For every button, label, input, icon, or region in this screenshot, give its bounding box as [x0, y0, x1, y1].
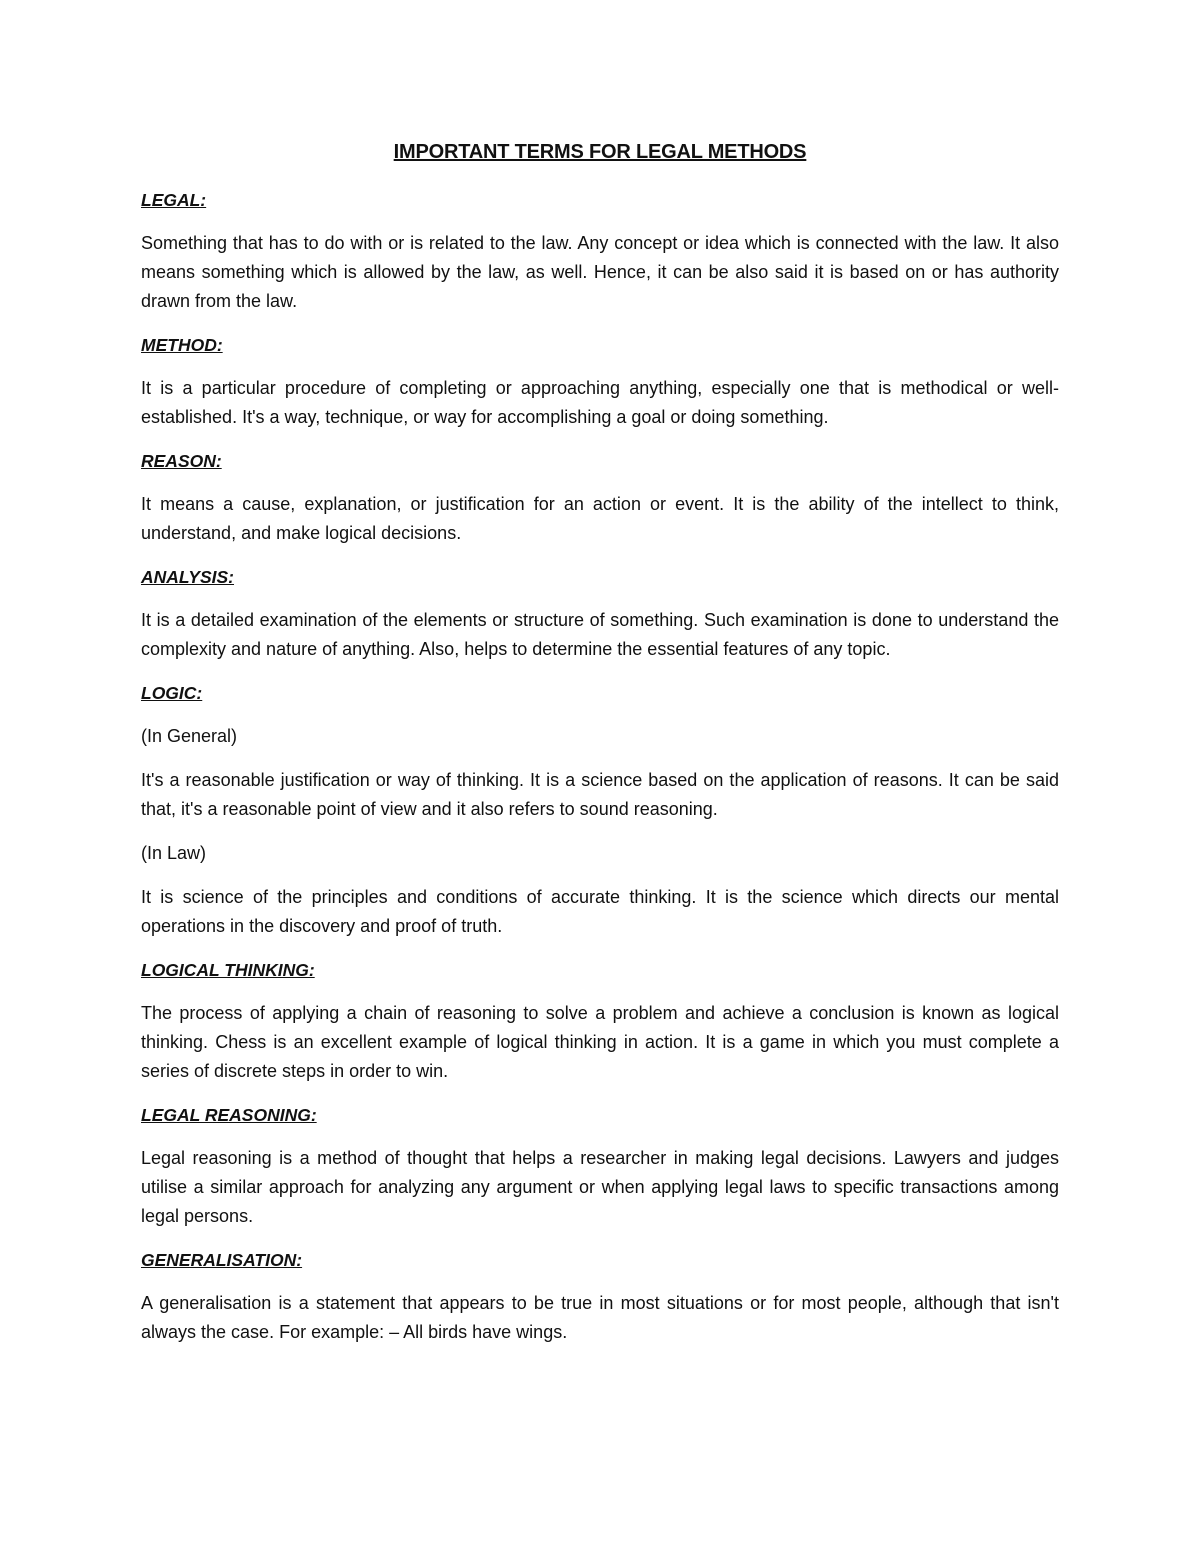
section-heading: LOGIC: [141, 683, 203, 703]
document-page [141, 138, 1059, 1362]
section-heading: LEGAL REASONING: [141, 1105, 317, 1125]
section-heading: GENERALISATION: [141, 1250, 303, 1270]
logic-law-body: It is science of the principles and conditions of accurate thinking. It is the science which directs our mental operations in the discovery and proof of truth. [141, 887, 1059, 936]
section-body: Legal reasoning is a method of thought that helps a researcher in making legal decisions. Lawyers and judges utilise a similar approach for analyzing any argument or when applying legal laws to specific transactions among legal persons. [141, 1148, 1059, 1226]
section-heading: LEGAL: [141, 190, 207, 210]
section-heading: LOGICAL THINKING: [141, 960, 315, 980]
section-body: It means a cause, explanation, or justification for an action or event. It is the ability of the intellect to think, understand, and make logical decisions. [141, 494, 1059, 543]
section-body: The process of applying a chain of reasoning to solve a problem and achieve a conclusion is known as logical thinking. Chess is an excellent example of logical thinking in action. It is a game in which you must complete a series of discrete steps in order to win. [141, 1003, 1059, 1081]
section-logic [141, 679, 1059, 941]
section-legal [141, 186, 1059, 316]
logic-law-label: (In Law) [141, 843, 207, 863]
section-reason [141, 447, 1059, 548]
section-heading: ANALYSIS: [141, 567, 235, 587]
section-heading: REASON: [141, 451, 222, 471]
section-generalisation [141, 1246, 1059, 1347]
section-logical-thinking [141, 956, 1059, 1086]
section-body: It is a detailed examination of the elements or structure of something. Such examination is done to understand the complexity and nature of anything. Also, helps to determine the essential features of any topic. [141, 610, 1059, 659]
logic-general-body: It's a reasonable justification or way of thinking. It is a science based on the application of reasons. It can be said that, it's a reasonable point of view and it also refers to sound reasoning. [141, 770, 1059, 819]
section-body: It is a particular procedure of completing or approaching anything, especially one that is methodical or well-established. It's a way, technique, or way for accomplishing a goal or doing something. [141, 378, 1059, 427]
section-method [141, 331, 1059, 432]
document-title: IMPORTANT TERMS FOR LEGAL METHODS [393, 141, 807, 163]
section-body: A generalisation is a statement that appears to be true in most situations or for most people, although that isn't always the case. For example: – All birds have wings. [141, 1293, 1059, 1342]
section-heading: METHOD: [141, 335, 223, 355]
section-body: Something that has to do with or is related to the law. Any concept or idea which is connected with the law. It also means something which is allowed by the law, as well. Hence, it can be also said it is based on or has authority drawn from the law. [141, 233, 1059, 311]
logic-general-label: (In General) [141, 726, 238, 746]
section-analysis [141, 563, 1059, 664]
section-legal-reasoning [141, 1101, 1059, 1231]
